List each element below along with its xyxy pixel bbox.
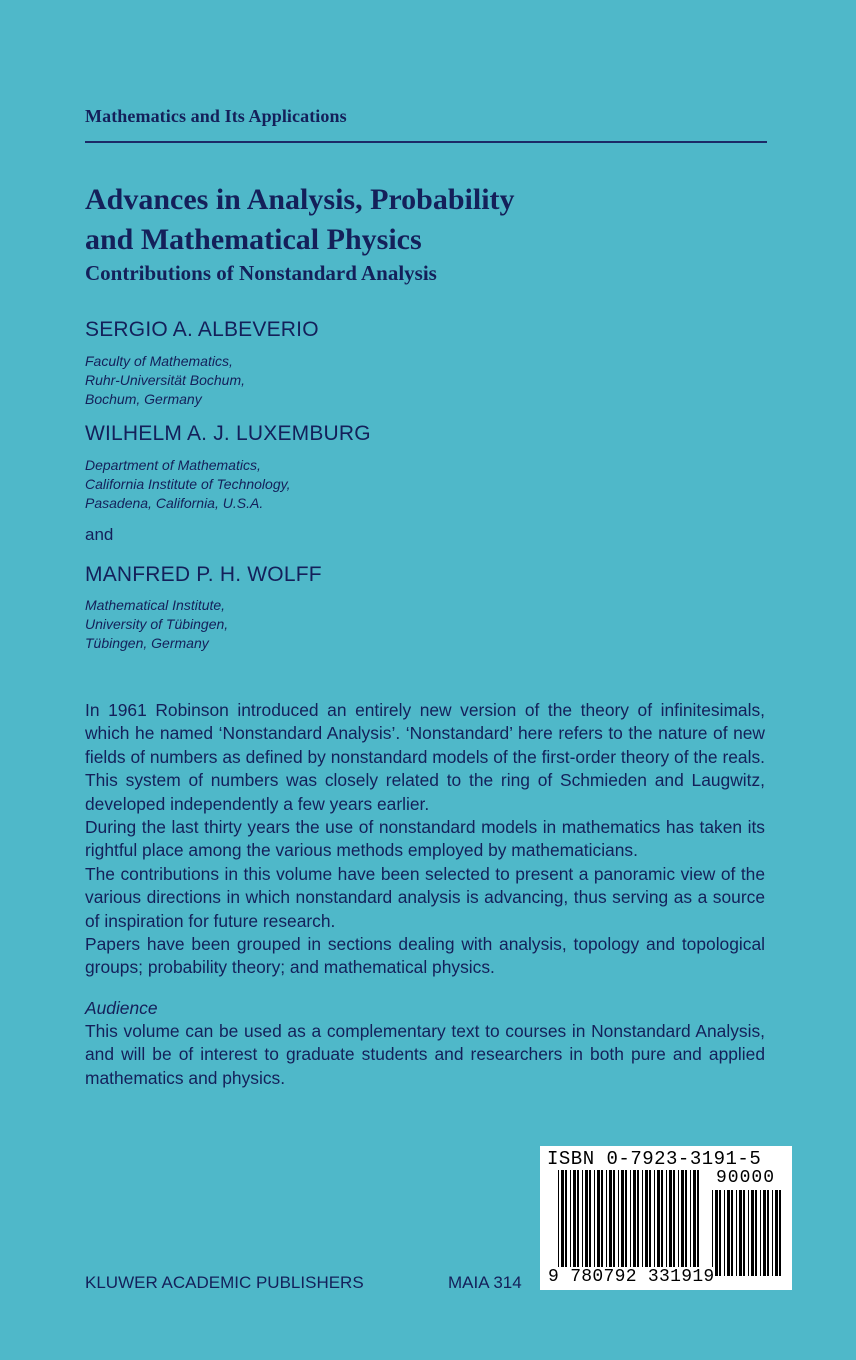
description (85, 699, 765, 980)
barcode-bar (570, 1170, 571, 1276)
isbn-label: ISBN 0-7923-3191-5 (547, 1148, 762, 1170)
barcode-bar (748, 1190, 749, 1276)
barcode-bar (654, 1170, 655, 1276)
and-connector: and (85, 525, 114, 544)
book-title (85, 180, 515, 260)
barcode-bar (678, 1170, 679, 1276)
barcode-bar (731, 1190, 733, 1276)
book-subtitle: Contributions of Nonstandard Analysis (85, 261, 437, 285)
affiliation-line: Tübingen, Germany (85, 635, 209, 651)
description-paragraph: Papers have been grouped in sections dealing with analysis, topology and topological groups; probability theory; and mathematical physics. (85, 934, 765, 978)
affiliation-line: California Institute of Technology, (85, 476, 291, 492)
barcode-bar (669, 1170, 672, 1276)
barcode-bar (736, 1190, 737, 1276)
barcode-bar (597, 1170, 600, 1276)
barcode-bar (715, 1190, 718, 1276)
barcode-bar (760, 1190, 761, 1276)
barcode-bar (690, 1170, 691, 1276)
barcode-bar (642, 1170, 643, 1276)
barcode-bar (637, 1170, 639, 1276)
barcode-bar (613, 1170, 615, 1276)
barcode-bar (618, 1170, 619, 1276)
author-affiliation (85, 596, 228, 653)
barcode-bar (601, 1170, 603, 1276)
publisher-name: KLUWER ACADEMIC PUBLISHERS (85, 1273, 364, 1292)
barcode-bar (577, 1170, 579, 1276)
barcode-addon-digits: 90000 (716, 1168, 776, 1188)
author-affiliation (85, 456, 290, 513)
barcode-bar (681, 1170, 684, 1276)
barcode-bar (767, 1190, 769, 1276)
description-paragraph: The contributions in this volume have been selected to present a panoramic view of the various directions in which nonstandard analysis is advancing, thus serving as a source of inspiration for future research. (85, 863, 765, 931)
barcode-bar (609, 1170, 612, 1276)
description-paragraph: In 1961 Robinson introduced an entirely new version of the theory of infinitesimals, which he named ‘Nonstandard Analysis’. ‘Nonstandard’ here refers to the nature of new fields of numbers as defined by nonstandard models of the first-order theory of the reals. This system of numbers was closely related to the ring of Schmieden and Laugwitz, developed independently a few years earlier. (85, 700, 765, 814)
barcode-bar (558, 1170, 559, 1276)
barcode-bar (779, 1190, 781, 1276)
barcode-bar (772, 1190, 773, 1276)
affiliation-line: Bochum, Germany (85, 391, 202, 407)
barcode-bar (666, 1170, 667, 1276)
barcode-ean-digits: 9 780792 331919 (548, 1267, 715, 1287)
barcode-bar (719, 1190, 721, 1276)
barcode-bar (697, 1170, 699, 1276)
author-affiliation (85, 352, 245, 409)
barcode-bar (724, 1190, 725, 1276)
series-code: MAIA 314 (448, 1273, 522, 1292)
barcode-bar (775, 1190, 778, 1276)
author-name: WILHELM A. J. LUXEMBURG (85, 422, 371, 445)
audience-text: This volume can be used as a complementary text to courses in Nonstandard Analysis, and will be of interest to graduate students and researchers in both pure and applied mathematics and physics. (85, 1021, 765, 1088)
barcode-bar (673, 1170, 675, 1276)
audience-heading: Audience (85, 998, 158, 1018)
barcode-bar (755, 1190, 757, 1276)
barcode-bar (573, 1170, 576, 1276)
affiliation-line: Ruhr-Universität Bochum, (85, 372, 246, 388)
barcode-bar (739, 1190, 742, 1276)
barcode-bar (594, 1170, 595, 1276)
barcode-bar (693, 1170, 696, 1276)
barcode-bar (685, 1170, 687, 1276)
barcode-bar (606, 1170, 607, 1276)
header-rule (85, 141, 767, 143)
barcode-bar (661, 1170, 663, 1276)
barcode-bar (589, 1170, 591, 1276)
barcode-bar (561, 1170, 564, 1276)
author-name: SERGIO A. ALBEVERIO (85, 318, 319, 341)
barcode-bar (763, 1190, 766, 1276)
barcode-bar (649, 1170, 651, 1276)
barcode-bar (633, 1170, 636, 1276)
book-title-line-1: Advances in Analysis, Probability (85, 183, 515, 216)
barcode-bar (645, 1170, 648, 1276)
barcode-bar (585, 1170, 588, 1276)
isbn-barcode (540, 1146, 792, 1290)
barcode-bar (582, 1170, 583, 1276)
affiliation-line: Mathematical Institute, (85, 597, 226, 613)
affiliation-line: Faculty of Mathematics, (85, 353, 233, 369)
barcode-bar (751, 1190, 754, 1276)
barcode-bar (630, 1170, 631, 1276)
barcode-bar (712, 1190, 713, 1276)
barcode-bar (743, 1190, 745, 1276)
description-paragraph: During the last thirty years the use of nonstandard models in mathematics has taken its rightful place among the various methods employed by mathematicians. (85, 817, 765, 861)
affiliation-line: Department of Mathematics, (85, 457, 261, 473)
barcode-bar (727, 1190, 730, 1276)
barcode-bar (625, 1170, 627, 1276)
author-name: MANFRED P. H. WOLFF (85, 563, 322, 586)
affiliation-line: University of Tübingen, (85, 616, 229, 632)
affiliation-line: Pasadena, California, U.S.A. (85, 495, 264, 511)
series-title: Mathematics and Its Applications (85, 106, 347, 126)
barcode-bar (565, 1170, 567, 1276)
book-title-line-2: and Mathematical Physics (85, 223, 422, 256)
barcode-bar (621, 1170, 624, 1276)
barcode-bar (657, 1170, 660, 1276)
